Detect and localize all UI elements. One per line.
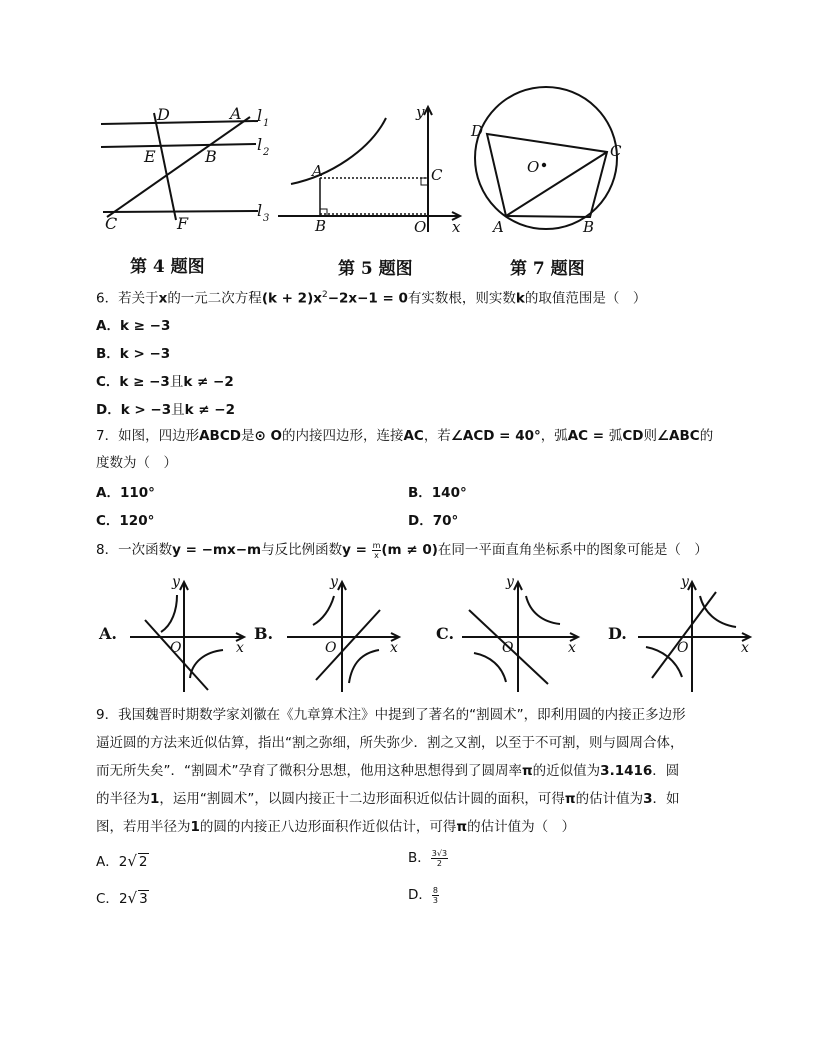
q8-graph-c-letter: C. [436,624,455,643]
q8-graph-c-y: y [506,574,514,590]
fig4-label-E: E [144,147,156,166]
q6-option-a: A．k ≥ −3 [96,318,171,334]
fig4-label-l1-sub: 1 [263,118,270,129]
q8-graph-c-x: x [568,640,576,656]
q8-graph-b-line [316,610,380,680]
fig7-quadrilateral [487,134,607,217]
q9-option-b: B． $\frac{3√3}{2}$ [408,848,448,868]
fig7-label-C: C [610,142,622,160]
q8-stem: 8．一次函数y = −mx−m与反比例函数y = $\frac{m}{x}$ (m ≠ 0)在同一平面直角坐标系中的图象可能是（ ） [96,540,708,560]
q9-stem-line2: 逼近圆的方法来近似估算，指出“割之弥细，所失弥少．割之又割，以至于不可割，则与圆周合体， [96,735,684,751]
q8-graph-b-o: O [325,640,337,656]
q8-graph-d-line [652,592,716,678]
q8-graph-d-x: x [741,640,749,656]
fig5-label-x: x [452,218,461,236]
fig7-label-B: B [583,218,595,236]
q9-stem-line3: 而无所失矣”．“割圆术”孕育了微积分思想，他用这种思想得到了圆周率π的近似值为3.1416．圆 [96,763,680,779]
fig5-y-arrow [424,107,432,115]
q8-graph-b [287,582,399,692]
q8-graph-b-curve1 [313,596,334,625]
q6-option-c: C．k ≥ −3且k ≠ −2 [96,374,234,390]
q8-graph-d-curve2 [646,647,682,677]
fig4-caption: 第 4 题图 [130,257,205,277]
fig7-center-dot [542,163,546,167]
fig5-label-A: A [312,162,323,180]
q9-stem-line5: 图，若用半径为1的圆的内接正八边形面积作近似估计，可得π的估计值为（ ） [96,819,576,835]
q7-option-a: A．110° [96,485,155,501]
q8-graph-c [462,582,578,692]
q8-graph-d [638,582,750,692]
fig5-x-arrow [452,212,460,220]
q9-option-a: A．2√ 2 [96,852,148,870]
fig7-label-A: A [493,218,504,236]
fig5-label-O: O [414,218,427,236]
fig4-label-D: D [157,105,170,124]
q8-graph-a-curve1 [161,595,177,632]
fig7-diagonal-ac [506,152,607,216]
fig4-label-l3: l [257,201,263,220]
q8-graph-c-curve1 [526,596,560,624]
fig4-label-l1: l [257,106,263,125]
q6-stem: 6．若关于x的一元二次方程$(k + 2)x^2-2x-1 = 0$有实数根，则实数k的取值范围是（ ） [96,290,647,307]
fig4-label-A: A [230,104,242,123]
fig4-label-l3-sub: 3 [263,213,270,224]
fig4-line-l2 [101,144,256,147]
q7-stem-line2: 度数为（ ） [96,455,177,471]
fig4-label-F: F [177,214,189,233]
q8-graph-b-curve2 [349,650,379,683]
q9-stem-line1: 9．我国魏晋时期数学家刘徽在《九章算术注》中提到了著名的“割圆术”，即利用圆的内接正多边形 [96,707,686,723]
q8-graph-a [130,582,244,692]
fig4-line-l1 [101,121,258,124]
q8-graph-c-o: O [502,640,514,656]
fig4-label-C: C [105,214,118,233]
q8-graph-b-letter: B. [254,624,274,643]
fig5-right-angle-b [320,209,327,216]
fig5-curve [291,118,386,184]
q6-option-b: B．k > −3 [96,346,171,362]
fig7-label-D: D [471,122,484,140]
q7-option-b: B．140° [408,485,467,501]
q9-option-c: C．2√ 3 [96,889,148,907]
q8-graph-a-curve2 [190,650,223,678]
fig5-label-C: C [431,166,443,184]
q8-graph-b-x: x [390,640,398,656]
q8-graph-c-line [469,610,548,684]
q9-option-b-fraction: $\frac{3√3}{2}$ [431,848,448,868]
q6-option-d: D．k > −3且k ≠ −2 [96,402,236,418]
fig4-line-l3 [103,211,258,212]
q7-option-d: D．70° [408,513,459,529]
q8-graph-d-y: y [681,574,689,590]
q8-graph-a-x: x [236,640,244,656]
fig4-line-da-diag [107,117,250,217]
q8-graph-d-o: O [677,640,689,656]
fig7-label-O: O [527,158,540,176]
fig4-label-l2: l [257,135,263,154]
q9-option-d: D． $\frac{8}{3}$ [408,885,438,905]
fig5-label-B: B [315,217,327,235]
q9-stem-line4: 的半径为1，运用“割圆术”，以圆内接正十二边形面积近似估计圆的面积，可得π的估计值为3．如 [96,791,680,807]
q7-option-c: C．120° [96,513,155,529]
q8-graph-d-letter: D. [608,624,627,643]
fig4-line-df [154,113,176,220]
fig7-circle [475,87,617,229]
q8-graph-a-line [145,620,208,690]
q8-graph-a-letter: A. [99,624,117,643]
q8-graph-b-y: y [330,574,338,590]
q9-option-d-fraction: $\frac{8}{3}$ [432,885,438,905]
q8-graph-c-curve2 [474,653,506,682]
fig7-caption: 第 7 题图 [510,259,585,279]
q8-fraction: $\frac{m}{x}$ [372,540,381,560]
q8-graph-a-y: y [172,574,180,590]
fig5-right-angle-c [421,178,428,185]
q7-stem-line1: 7．如图，四边形ABCD是⊙ O的内接四边形，连接AC，若∠ACD = 40°，弧AC = 弧CD则∠ABC的 [96,428,714,444]
fig4-label-B: B [205,147,217,166]
fig5-caption: 第 5 题图 [338,259,413,279]
q8-graph-d-curve1 [700,596,736,627]
fig5-label-y: y [416,103,425,121]
q8-graph-a-o: O [170,640,182,656]
fig4-label-l2-sub: 2 [263,147,270,158]
